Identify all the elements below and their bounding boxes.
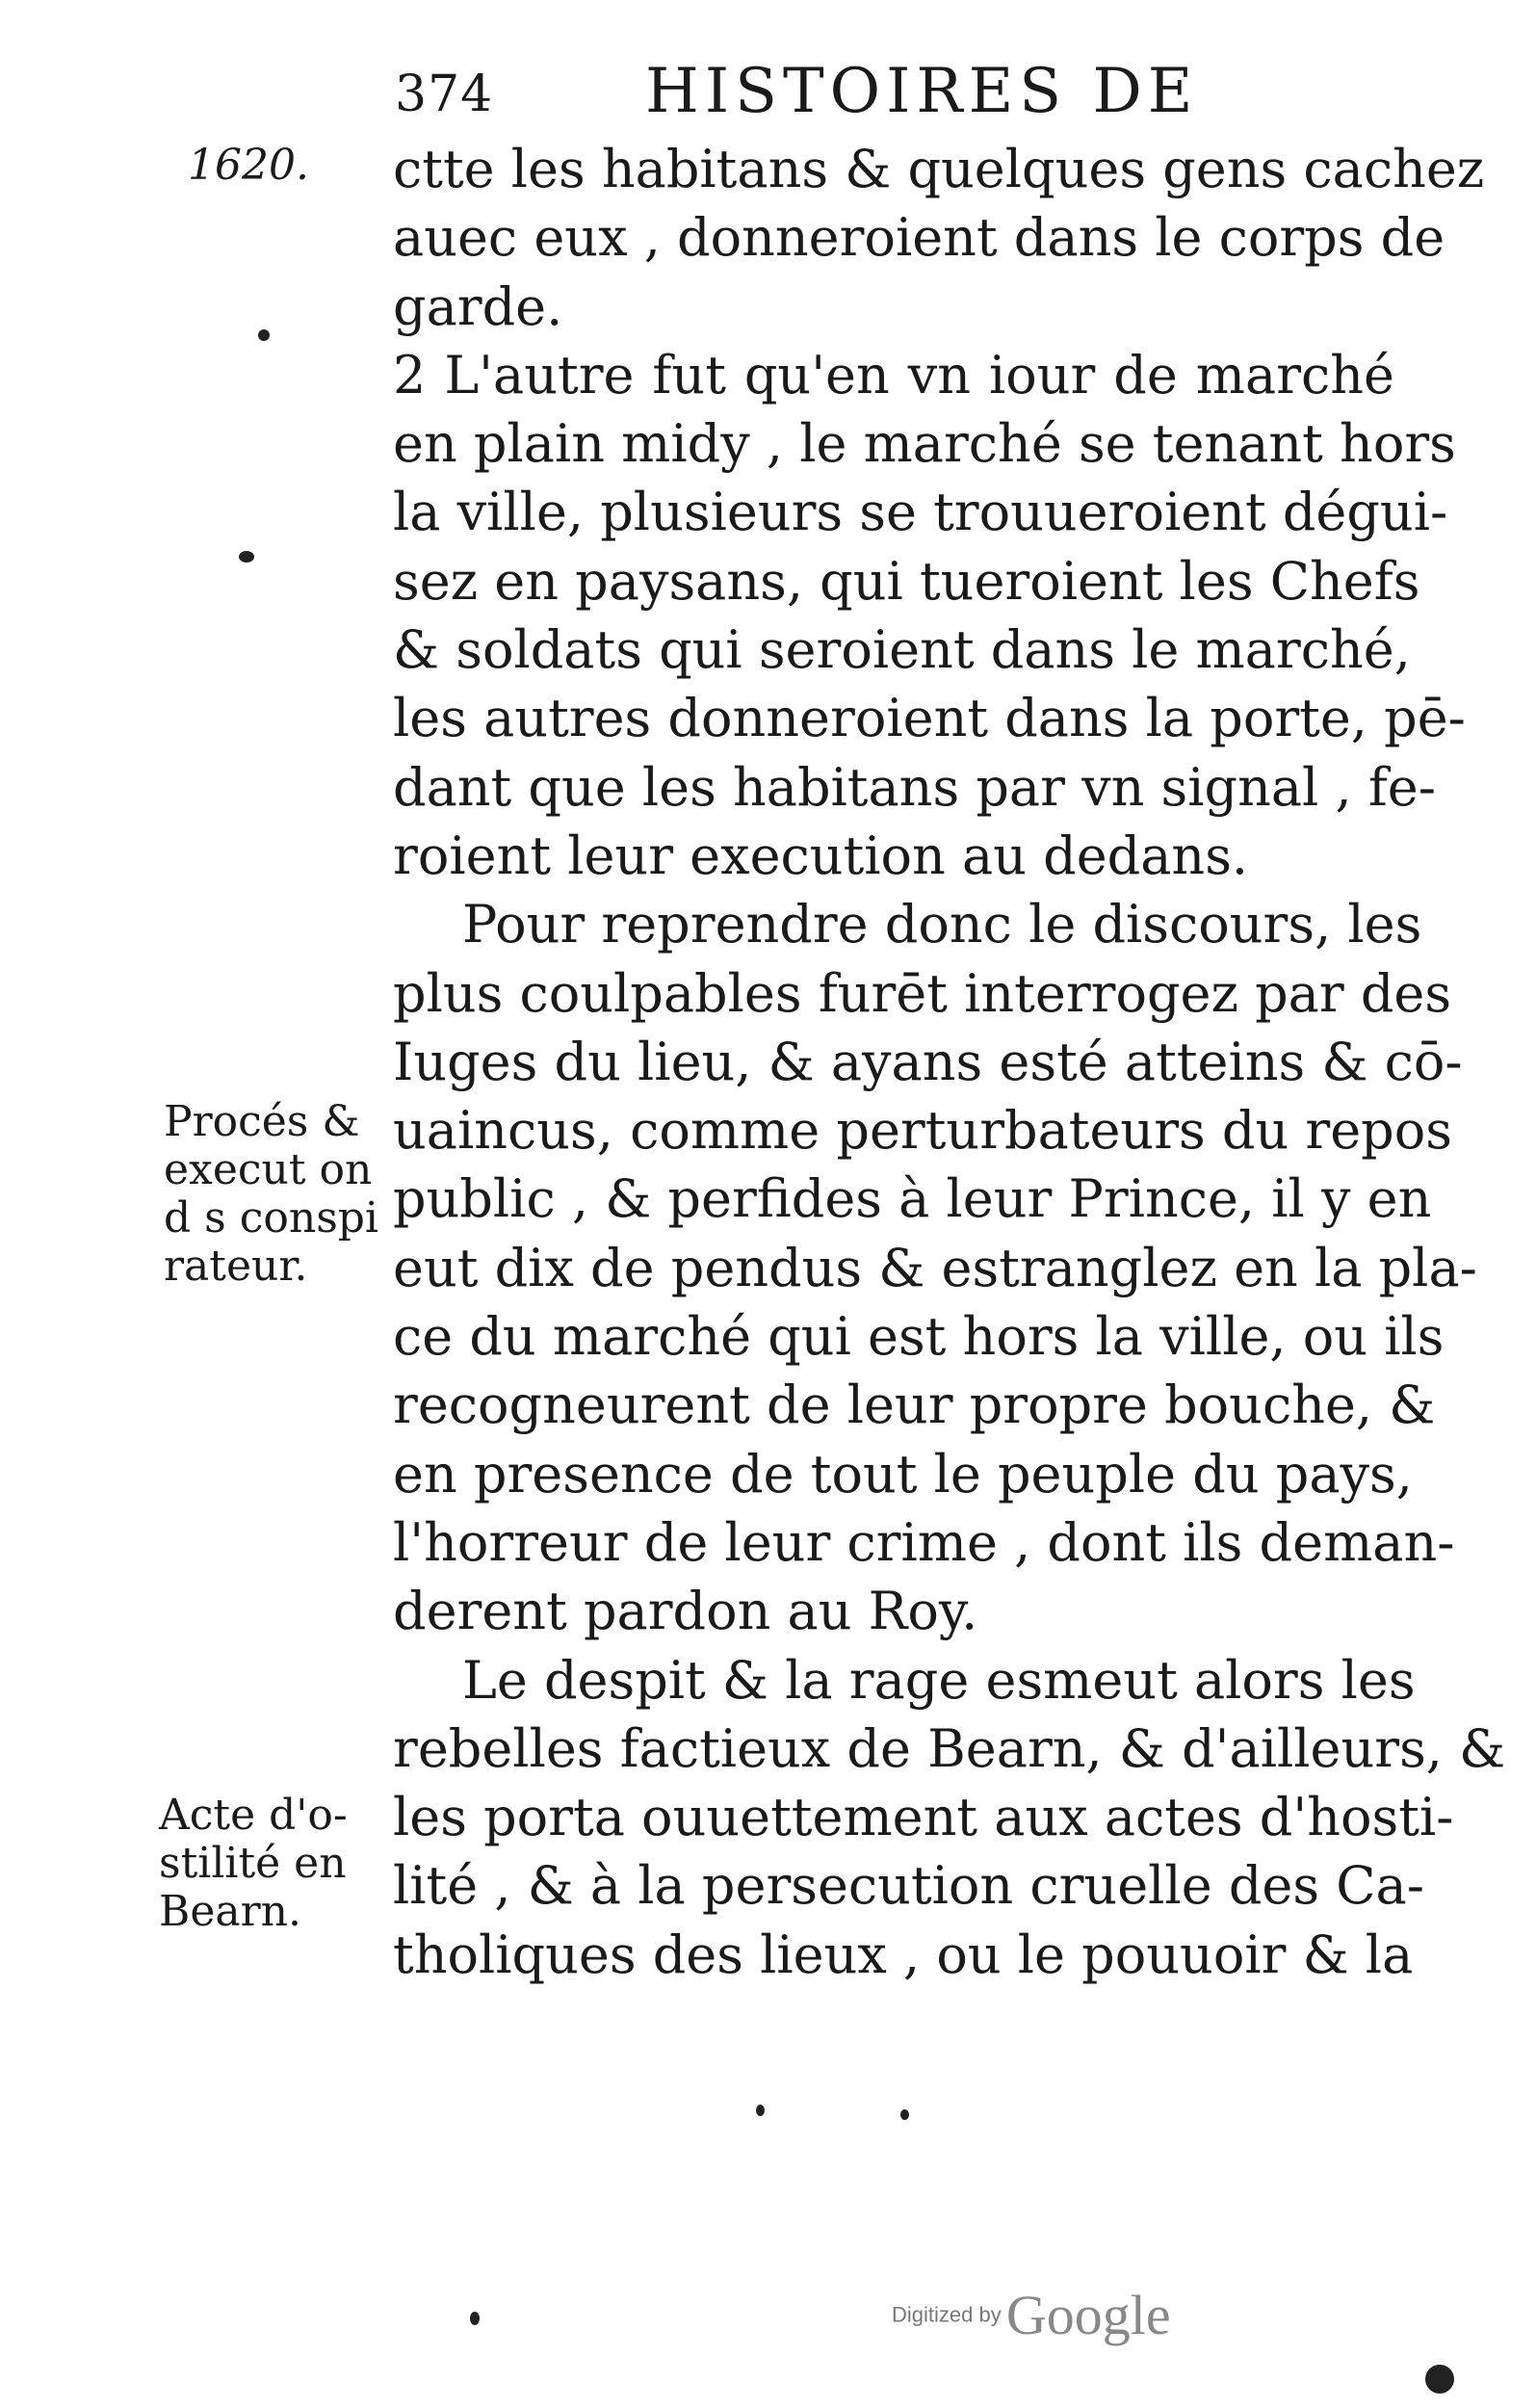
running-title: HISTOIRES DE [645, 56, 1199, 127]
page-number: 374 [395, 65, 494, 123]
digitized-label: Digitized by [892, 2302, 1002, 2327]
margin-note-line: rateur. [164, 1242, 308, 1291]
ink-speck [900, 2109, 909, 2120]
margin-note-proces [164, 1098, 378, 1291]
margin-note-acte [159, 1792, 348, 1936]
body-text [393, 135, 1506, 1989]
text-line: derent pardon au Roy. [393, 1581, 978, 1642]
text-line: dant que les habitans par vn signal , fe- [393, 756, 1437, 818]
text-line: garde. [393, 275, 563, 337]
ink-speck [239, 551, 254, 563]
ink-speck [258, 329, 270, 341]
text-line: Iuges du lieu, & ayans esté atteins & cō- [393, 1031, 1463, 1092]
text-line: en presence de tout le peuple du pays, [393, 1443, 1413, 1505]
text-line: auec eux , donneroient dans le corps de [393, 207, 1445, 269]
text-line: ctte les habitans & quelques gens cachez [393, 139, 1485, 199]
margin-note-line: Acte d'o- [159, 1791, 348, 1840]
text-line: roient leur execution au dedans. [393, 824, 1249, 886]
text-line: Le despit & la rage esmeut alors les [462, 1649, 1416, 1711]
text-line: rebelles factieux de Bearn, & d'ailleurs, & [393, 1717, 1506, 1779]
margin-note-line: Bearn. [159, 1887, 301, 1936]
text-line: les autres donneroient dans la porte, pē- [393, 688, 1466, 749]
ink-speck [1425, 2365, 1454, 2394]
margin-note-line: d s conspi [164, 1193, 379, 1243]
text-line: les porta ouuettement aux actes d'hosti- [393, 1787, 1454, 1848]
google-logo: Google [1005, 2284, 1171, 2346]
text-line: & soldats qui seroient dans le marché, [393, 619, 1411, 681]
text-line: recogneurent de leur propre bouche, & [393, 1374, 1436, 1436]
margin-note-line: execut on [164, 1145, 373, 1194]
margin-year: 1620. [188, 141, 309, 190]
digitized-watermark [892, 2283, 1171, 2347]
margin-note-line: stilité en [159, 1839, 347, 1888]
ink-speck [756, 2105, 765, 2116]
text-line: ce du marché qui est hors la ville, ou ils [393, 1306, 1445, 1368]
text-line: 2 L'autre fut qu'en vn iour de marché [393, 344, 1394, 406]
text-line: l'horreur de leur crime , dont ils deman- [393, 1511, 1455, 1573]
text-line: en plain midy , le marché se tenant hors [393, 413, 1456, 475]
text-line: eut dix de pendus & estranglez en la pla- [393, 1237, 1477, 1298]
margin-note-line: Procés & [164, 1097, 360, 1146]
text-line: public , & perfides à leur Prince, il y en [393, 1168, 1432, 1230]
text-line: Pour reprendre donc le discours, les [462, 894, 1422, 955]
text-line: la ville, plusieurs se trouueroient dégui- [393, 482, 1448, 543]
text-line: lité , & à la persecution cruelle des Ca- [393, 1855, 1424, 1917]
text-line: uaincus, comme perturbateurs du repos [393, 1100, 1452, 1162]
text-line: sez en paysans, qui tueroient les Chefs [393, 550, 1420, 612]
text-line: tholiques des lieux , ou le pouuoir & la [393, 1924, 1414, 1985]
ink-speck [470, 2312, 480, 2325]
text-line: plus coulpables furēt interrogez par des [393, 962, 1452, 1024]
